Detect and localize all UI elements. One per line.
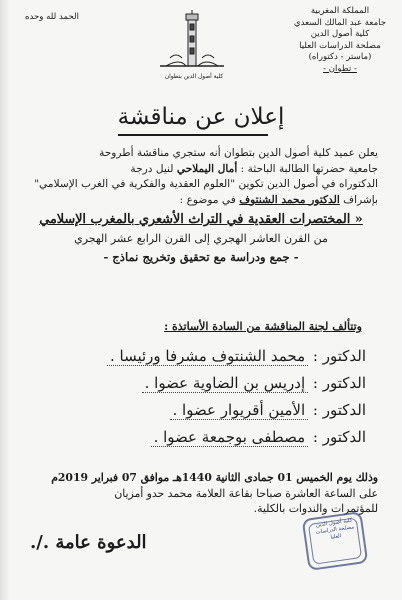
member-title: الدكتور [322,428,366,446]
institution-line: كلية أصول الدين [310,29,370,39]
intro-paragraph [20,146,378,208]
intro-line [20,162,378,178]
committee-intro: وتتألف لجنة المناقشة من السادة الأساتذة : [164,320,362,333]
institution-line: مصلحة الدراسات العليا [299,40,381,51]
intro-line: يعلن عميد كلية أصول الدين بتطوان أنه ستجري مناقشة أطروحة [99,147,378,159]
committee-member: الدكتور : محمد الشنتوف مشرفا ورئيسا . [66,346,366,366]
committee-member: الدكتور : الأمين أقريوار عضوا . [66,400,366,420]
member-name: الأمين أقريوار عضوا . [170,401,309,420]
stamp-text: كلية أصول الدين مصلحة الدراسات العليا [315,517,355,541]
committee-member: الدكتور : إدريس بن الضاوية عضوا . [66,373,366,393]
subject-period: من القرن العاشر الهجري إلى القرن الرابع عشر الهجري [74,232,328,245]
intro-text: جامعية حضرتها الطالبة الباحثة : [237,162,378,175]
invitation-note: الدعوة عامة ./. [30,532,147,553]
supervisor-name: الدكتور محمد الشنتوف [239,193,340,206]
basmala: الحمد لله وحده [24,12,80,22]
institution-line: المملكة المغربية [310,6,370,16]
intro-line [20,193,378,209]
subject-note: - جمع ودراسة مع تحقيق وتخريج نماذج - [103,250,299,264]
institution-line: - تطوان - [323,63,357,74]
title-underline [118,134,268,136]
member-name: مصطفى بوجمعة عضوا . [151,428,309,447]
member-name: محمد الشنتوف مشرفا ورئيسا . [107,347,308,366]
member-title: الدكتور [322,347,366,365]
page-shadow [0,0,10,600]
institution-line: جامعة عبد المالك السعدي [293,17,387,28]
thesis-subject [0,210,402,267]
intro-text: لنيل درجة [130,162,177,175]
student-name: أمال اليملاحي [176,162,238,175]
venue-line: للمؤتمرات والندوات بالكلية. [253,502,378,515]
member-name: إدريس بن الضاوية عضوا . [142,374,308,393]
committee-member: الدكتور : مصطفى بوجمعة عضوا . [66,427,366,447]
institution-line: (ماستر - دكتوراه) [308,52,372,62]
institution-header [286,6,394,75]
intro-line: الدكتوراه في أصول الدين تكوين "العلوم العقدية والفكرية في الغرب الإسلامي" [34,178,378,190]
date-line: وذلك يوم الخميس 01 جمادى الثانية 1440هـ موافق 07 فبراير 2019م [51,471,378,484]
faculty-logo [150,10,228,80]
subject-title: « المختصرات العقدية في التراث الأشعري بالمغرب الإسلامي [39,212,363,227]
member-title: الدكتور [322,374,366,392]
intro-text: بإشراف [339,193,378,206]
intro-text: في موضوع : [179,193,240,206]
logo-caption: كلية أصول الدين بتطوان [164,74,224,80]
member-title: الدكتور [322,401,366,419]
page-title: إعلان عن مناقشة [117,104,285,130]
venue-line: على الساعة العاشرة صباحا بقاعة العلامة محمد حدو أمزيان [114,486,378,500]
